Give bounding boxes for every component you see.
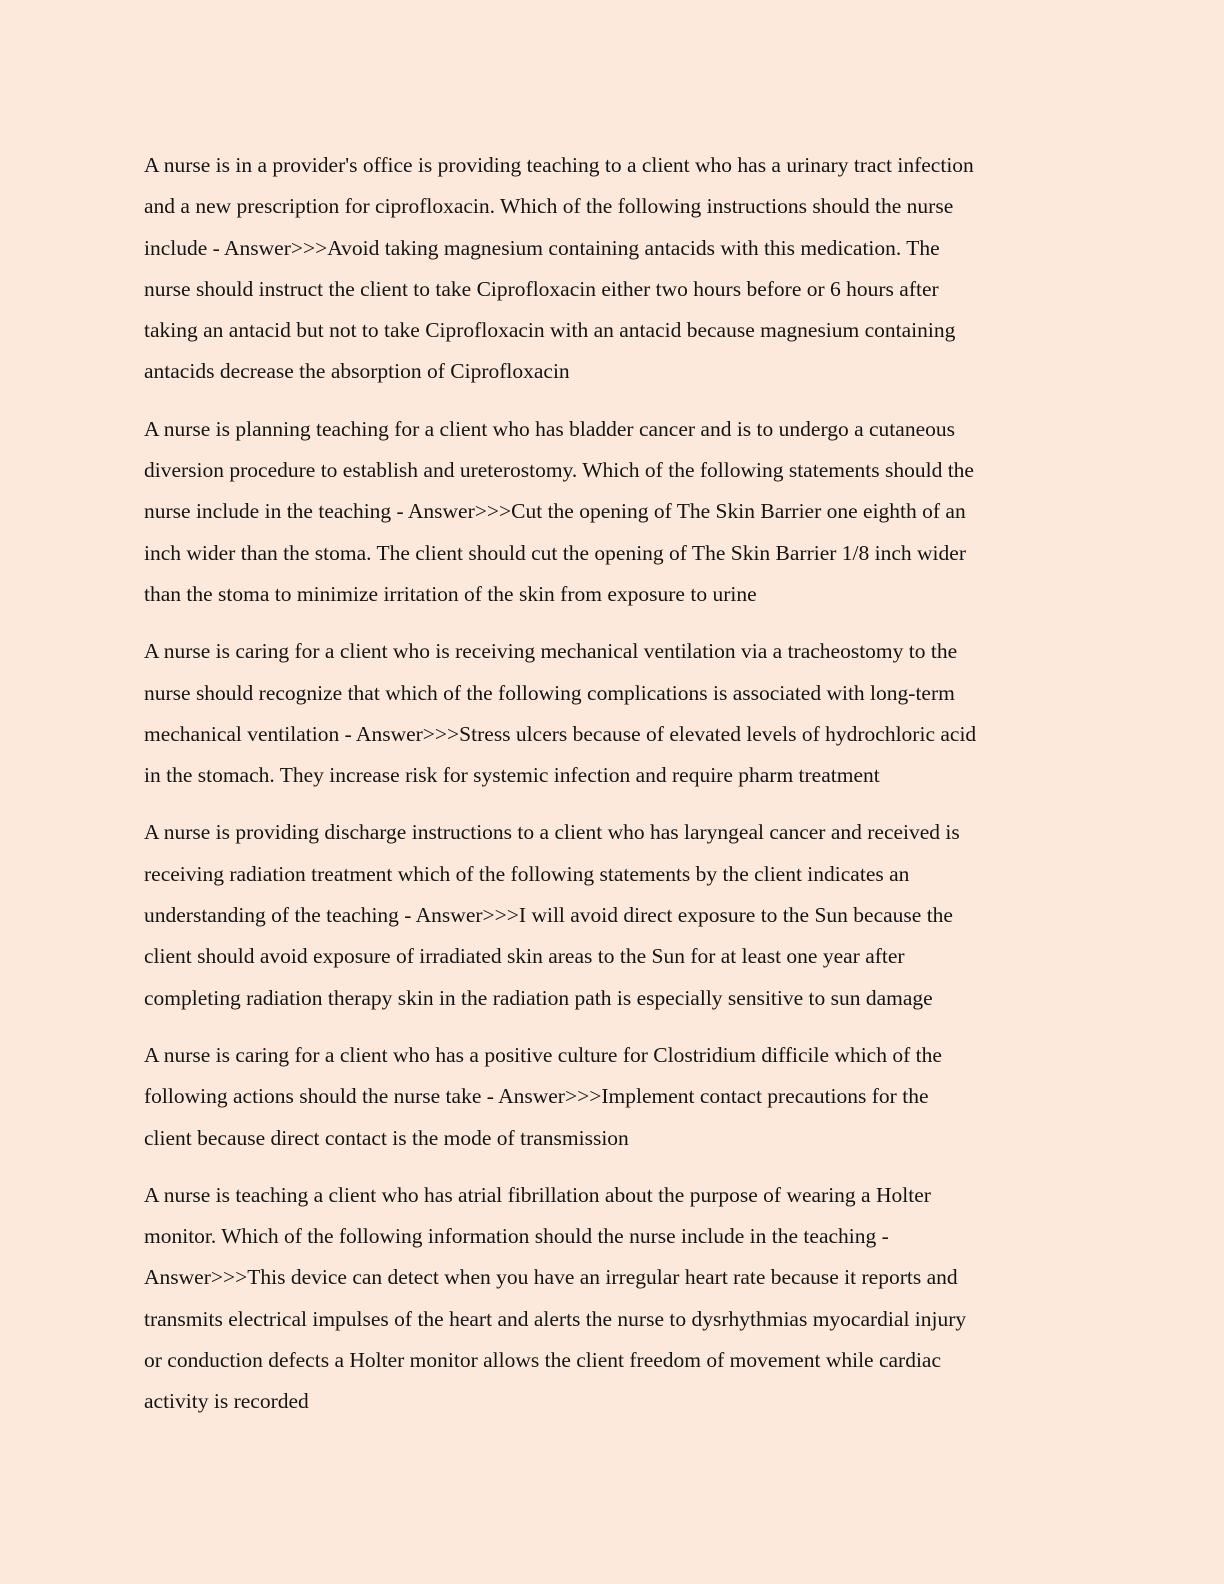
paragraph-line: activity is recorded: [144, 1389, 309, 1414]
qa-paragraph: [144, 1175, 1074, 1423]
paragraph-line: client should avoid exposure of irradiated skin areas to the Sun for at least one year after: [144, 944, 905, 969]
paragraph-line: A nurse is in a provider's office is providing teaching to a client who has a urinary tract infection: [144, 153, 974, 177]
paragraph-line: or conduction defects a Holter monitor allows the client freedom of movement while cardiac: [144, 1348, 942, 1373]
paragraph-line: understanding of the teaching - Answer>>>I will avoid direct exposure to the Sun because the: [144, 903, 953, 928]
paragraph-line: antacids decrease the absorption of Ciprofloxacin: [144, 359, 570, 384]
paragraph-line: nurse should recognize that which of the following complications is associated with long-term: [144, 680, 955, 705]
paragraph-line: and a new prescription for ciprofloxacin. Which of the following instructions should the nurse: [144, 194, 954, 219]
paragraph-line: transmits electrical impulses of the heart and alerts the nurse to dysrhythmias myocardial injury: [144, 1306, 967, 1331]
qa-paragraph: [144, 145, 1074, 393]
document-page: [144, 145, 1074, 1439]
qa-paragraph: [144, 812, 1074, 1018]
paragraph-line: Answer>>>This device can detect when you have an irregular heart rate because it reports and: [144, 1265, 958, 1290]
paragraph-line: A nurse is providing discharge instructions to a client who has laryngeal cancer and received is: [144, 820, 960, 845]
paragraph-line: receiving radiation treatment which of the following statements by the client indicates an: [144, 861, 910, 886]
paragraph-line: include - Answer>>>Avoid taking magnesium containing antacids with this medication. The: [144, 235, 940, 260]
qa-paragraph: [144, 1035, 1074, 1159]
paragraph-line: A nurse is caring for a client who has a positive culture for Clostridium difficile which of the: [144, 1042, 942, 1067]
qa-paragraph: [144, 631, 1074, 796]
paragraph-line: A nurse is planning teaching for a client who has bladder cancer and is to undergo a cutaneous: [144, 416, 955, 441]
paragraph-line: A nurse is teaching a client who has atrial fibrillation about the purpose of wearing a Holter: [144, 1182, 931, 1207]
paragraph-line: mechanical ventilation - Answer>>>Stress ulcers because of elevated levels of hydrochloric acid: [144, 721, 977, 746]
paragraph-line: than the stoma to minimize irritation of the skin from exposure to urine: [144, 581, 757, 606]
paragraph-line: nurse include in the teaching - Answer>>>Cut the opening of The Skin Barrier one eighth of an: [144, 499, 966, 524]
paragraph-line: A nurse is caring for a client who is receiving mechanical ventilation via a tracheostomy to the: [144, 639, 958, 664]
paragraph-line: nurse should instruct the client to take Ciprofloxacin either two hours before or 6 hours after: [144, 276, 939, 301]
paragraph-line: inch wider than the stoma. The client should cut the opening of The Skin Barrier 1/8 inch wider: [144, 540, 966, 565]
paragraph-line: monitor. Which of the following information should the nurse include in the teaching -: [144, 1224, 889, 1249]
paragraph-line: following actions should the nurse take - Answer>>>Implement contact precautions for the: [144, 1084, 929, 1109]
paragraph-line: taking an antacid but not to take Ciprofloxacin with an antacid because magnesium containing: [144, 318, 956, 343]
paragraph-line: diversion procedure to establish and ureterostomy. Which of the following statements should the: [144, 458, 974, 483]
qa-paragraph: [144, 409, 1074, 615]
paragraph-line: in the stomach. They increase risk for systemic infection and require pharm treatment: [144, 763, 880, 788]
paragraph-line: client because direct contact is the mode of transmission: [144, 1125, 629, 1150]
paragraph-line: completing radiation therapy skin in the radiation path is especially sensitive to sun damage: [144, 985, 933, 1010]
